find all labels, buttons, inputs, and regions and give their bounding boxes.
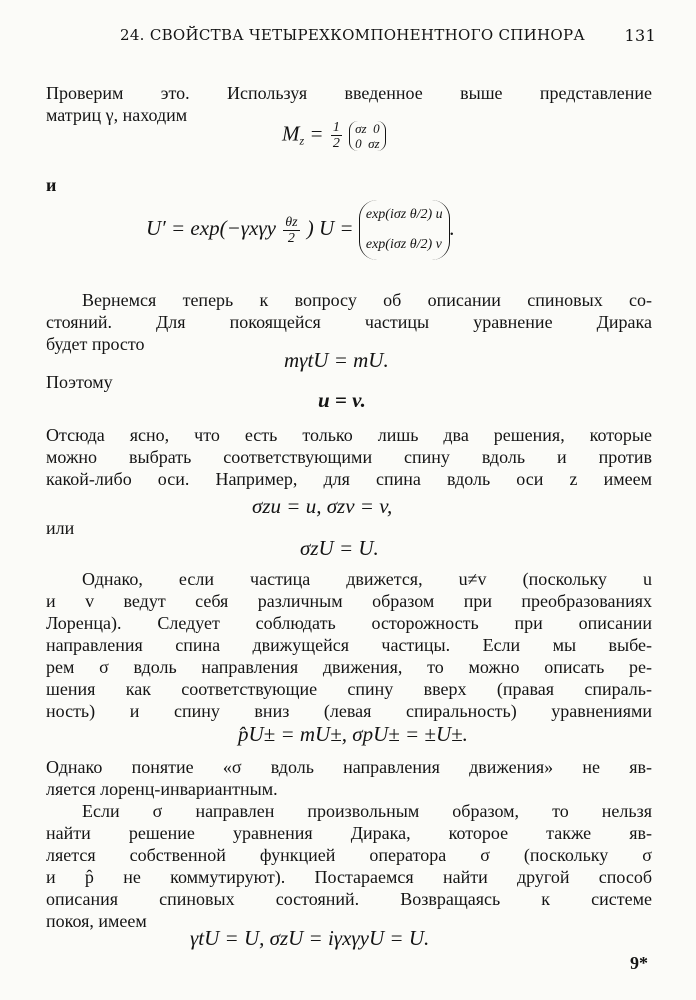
text-line: Однако понятие «σ вдоль направления движения» не яв- bbox=[46, 757, 652, 777]
text-line: направления спина движущейся частицы. Если мы выбе- bbox=[46, 635, 652, 655]
text-line: ляется лоренц-инвариантным. bbox=[46, 779, 278, 799]
text-line: и p̂ не коммутируют). Постараемся найти другой способ bbox=[46, 867, 652, 887]
text-line: Если σ направлен произвольным образом, то нельзя bbox=[82, 801, 652, 821]
eq1-lhs: M bbox=[282, 121, 300, 146]
text-line: можно выбрать соответствующими спину вдоль и против bbox=[46, 447, 652, 467]
eq1-sub: z bbox=[299, 133, 305, 148]
text-line: Отсюда ясно, что есть только лишь два решения, которые bbox=[46, 425, 652, 445]
text-line: Вернемся теперь к вопросу об описании спиновых со- bbox=[82, 290, 652, 310]
eq2-mid: ) U = bbox=[306, 215, 354, 240]
text-line: Проверим это. Используя введенное выше представление bbox=[46, 83, 652, 103]
equation-u-equals-v: u = v. bbox=[318, 388, 366, 412]
header-title: 24. СВОЙСТВА ЧЕТЫРЕХКОМПОНЕНТНОГО СПИНОРА bbox=[120, 26, 586, 44]
text-line: будет просто bbox=[46, 334, 145, 354]
text-line: Однако, если частица движется, u≠v (поскольку u bbox=[82, 569, 652, 589]
eq1-m12: 0 bbox=[373, 120, 380, 136]
eq2-column bbox=[359, 200, 450, 260]
text-line: стояний. Для покоящейся частицы уравнение Дирака bbox=[46, 312, 652, 332]
equation-sigma-uv: σzu = u, σzv = v, bbox=[252, 494, 393, 518]
eq1-matrix bbox=[349, 121, 385, 151]
text-line: ность) и спину вниз (левая спиральность) уравнениями bbox=[46, 701, 652, 721]
eq2-row2: exp(iσz θ/2) v bbox=[365, 237, 442, 252]
text-line: и v ведут себя различным образом при преобразованиях bbox=[46, 591, 652, 611]
eq1-m22: σz bbox=[368, 135, 380, 151]
equation-mz bbox=[282, 120, 386, 151]
equation-dirac-rest: mγtU = mU. bbox=[284, 348, 389, 372]
equation-sigma-U: σzU = U. bbox=[300, 536, 379, 560]
eq1-den: 2 bbox=[332, 136, 340, 151]
text-line: ляется собственной функцией оператора σ (поскольку σ bbox=[46, 845, 652, 865]
eq1-eq: = bbox=[304, 121, 329, 146]
eq1-m21: 0 bbox=[355, 135, 362, 151]
equation-uprime bbox=[146, 200, 455, 260]
text-line: какой-либо оси. Например, для спина вдоль оси z имеем bbox=[46, 469, 652, 489]
equation-rest-frame: γtU = U, σzU = iγxγyU = U. bbox=[190, 926, 430, 950]
eq2-den: 2 bbox=[287, 230, 295, 246]
text-line: и bbox=[46, 175, 57, 195]
eq1-frac bbox=[331, 120, 342, 151]
text-line: описания спиновых состояний. Возвращаясь к системе bbox=[46, 889, 652, 909]
eq1-num: 1 bbox=[332, 120, 340, 135]
eq2-end: . bbox=[449, 215, 455, 240]
equation-helicity: p̂U± = mU±, σpU± = ±U±. bbox=[238, 722, 468, 746]
eq2-row1: exp(iσz θ/2) u bbox=[365, 207, 443, 222]
text-line: или bbox=[46, 518, 75, 538]
text-line: покоя, имеем bbox=[46, 911, 147, 931]
eq1-m11: σz bbox=[355, 120, 367, 136]
text-line: шения как соответствующие спину вверх (правая спираль- bbox=[46, 679, 652, 699]
eq2-lhs: U′ = exp(−γxγy bbox=[146, 215, 276, 240]
text-line: найти решение уравнения Дирака, которое также яв- bbox=[46, 823, 652, 843]
text-line: матриц γ, находим bbox=[46, 105, 188, 125]
eq2-frac bbox=[283, 215, 299, 246]
page-number: 131 bbox=[624, 26, 656, 45]
signature-mark: 9* bbox=[630, 953, 648, 973]
text-line: Поэтому bbox=[46, 372, 113, 392]
eq2-num: θz bbox=[285, 214, 298, 230]
text-line: рем σ вдоль направления движения, то можно описать ре- bbox=[46, 657, 652, 677]
text-line: Лоренца). Следует соблюдать осторожность при описании bbox=[46, 613, 652, 633]
